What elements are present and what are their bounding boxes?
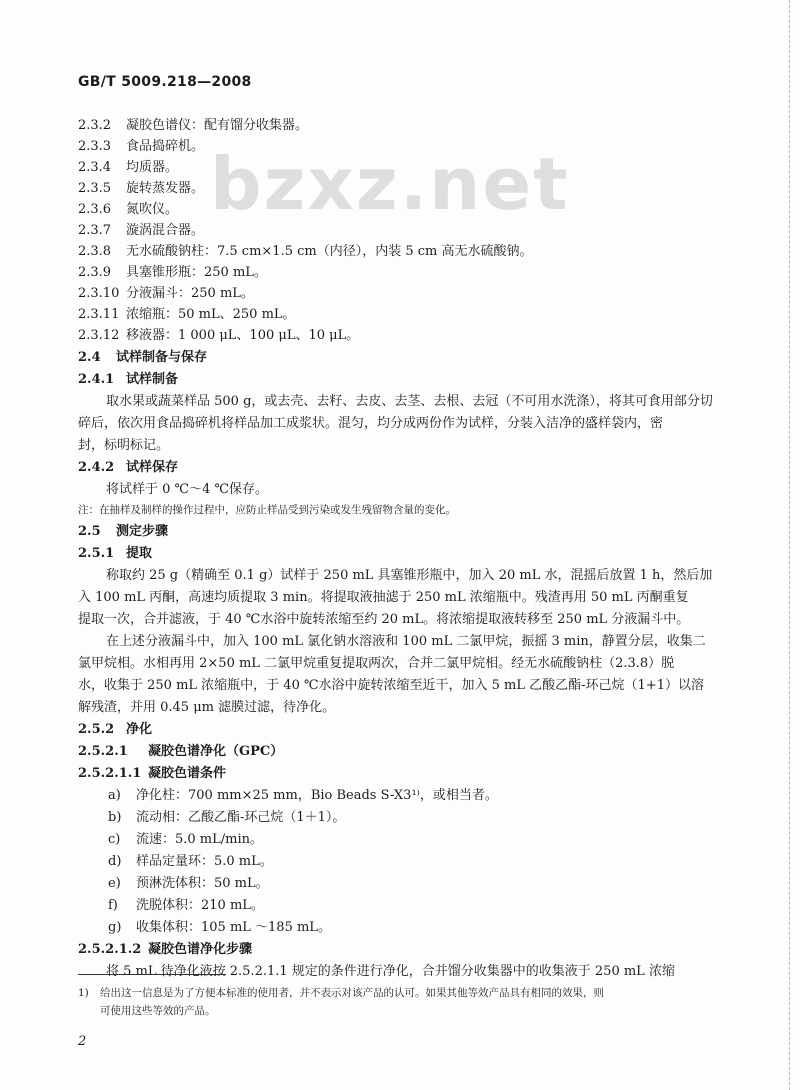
footnote-mark: 1) <box>78 987 89 999</box>
paragraph-line: 称取约 25 g（精确至 0.1 g）试样于 250 mL 具塞锥形瓶中，加入 20 mL 水，混摇后放置 1 h，然后加 <box>106 568 713 583</box>
paragraph-line: 将 5 mL 待净化液按 2.5.2.1.1 规定的条件进行净化，合并馏分收集器中的收集液于 250 mL 浓缩 <box>106 964 675 979</box>
footnote-line: 可使用这些等效的产品。 <box>100 1005 216 1017</box>
list-item: e) 预淋洗体积：50 mL。 <box>108 876 269 891</box>
clause-line: 2.3.5 旋转蒸发器。 <box>78 181 205 196</box>
clause-line: 2.3.7 漩涡混合器。 <box>78 223 205 238</box>
subsection-heading: 2.4.2 试样保存 <box>78 460 179 475</box>
paragraph-line: 取水果或蔬菜样品 500 g，或去壳、去籽、去皮、去茎、去根、去冠（不可用水洗涤），将其可食用部分切 <box>106 394 713 409</box>
clause-line: 2.3.11 浓缩瓶：50 mL、250 mL。 <box>78 307 296 322</box>
subsection-heading: 2.4.1 试样制备 <box>78 372 179 387</box>
subsection-heading: 2.5.2.1.2 凝胶色谱净化步骤 <box>78 942 253 957</box>
clause-line: 2.3.4 均质器。 <box>78 160 179 175</box>
list-item: c) 流速：5.0 mL/min。 <box>108 832 264 847</box>
list-item: a) 净化柱：700 mm×25 mm，Bio Beads S-X3¹⁾，或相当者。 <box>108 788 498 803</box>
clause-line: 2.3.10 分液漏斗：250 mL。 <box>78 286 254 301</box>
standard-number: GB/T 5009.218—2008 <box>78 74 252 90</box>
clause-line: 2.3.2 凝胶色谱仪：配有馏分收集器。 <box>78 118 309 133</box>
section-heading: 2.5 测定步骤 <box>78 524 169 539</box>
paragraph-line: 封，标明标记。 <box>78 438 170 453</box>
footnote-rule <box>78 974 226 975</box>
paragraph-line: 提取一次，合并滤液，于 40 ℃水浴中旋转浓缩至约 20 mL。将浓缩提取液转移至 250 mL 分液漏斗中。 <box>78 612 690 627</box>
subsection-heading: 2.5.2.1 凝胶色谱净化（GPC） <box>78 744 284 759</box>
paragraph-line: 解残渣，并用 0.45 μm 滤膜过滤，待净化。 <box>78 700 336 715</box>
paragraph-line: 碎后，依次用食品捣碎机将样品加工成浆状。混匀，均分成两份作为试样，分装入洁净的盛样袋内，密 <box>78 416 664 431</box>
clause-line: 2.3.9 具塞锥形瓶：250 mL。 <box>78 265 267 280</box>
section-heading: 2.4 试样制备与保存 <box>78 350 208 365</box>
footnote-line: 给出这一信息是为了方便本标准的使用者，并不表示对该产品的认可。如果其他等效产品具有相同的效果，则 <box>100 987 604 999</box>
paragraph-line: 氯甲烷相。水相再用 2×50 mL 二氯甲烷重复提取两次，合并二氯甲烷相。经无水硫酸钠柱（2.3.8）脱 <box>78 656 675 671</box>
subsection-heading: 2.5.2 净化 <box>78 722 153 737</box>
list-item: g) 收集体积：105 mL ～185 mL。 <box>108 920 331 935</box>
paragraph-line: 将试样于 0 ℃～4 ℃保存。 <box>106 482 269 497</box>
clause-line: 2.3.6 氮吹仪。 <box>78 202 179 217</box>
paragraph-line: 在上述分液漏斗中，加入 100 mL 氯化钠水溶液和 100 mL 二氯甲烷，振摇 3 min，静置分层，收集二 <box>106 634 706 649</box>
clause-line: 2.3.12 移液器：1 000 μL、100 μL、10 μL。 <box>78 328 360 343</box>
watermark: bzxz.net <box>210 142 570 226</box>
clause-line: 2.3.3 食品捣碎机。 <box>78 139 205 154</box>
subsection-heading: 2.5.1 提取 <box>78 546 153 561</box>
subsection-heading: 2.5.2.1.1 凝胶色谱条件 <box>78 766 227 781</box>
paragraph-line: 入 100 mL 丙酮，高速均质提取 3 min。将提取液抽滤于 250 mL 浓缩瓶中。残渣再用 50 mL 丙酮重复 <box>78 590 689 605</box>
scan-edge-line <box>789 0 790 1090</box>
list-item: d) 样品定量环：5.0 mL。 <box>108 854 273 869</box>
list-item: b) 流动相：乙酸乙酯-环己烷（1＋1）。 <box>108 810 346 825</box>
page-number: 2 <box>78 1034 87 1049</box>
paragraph-line: 水，收集于 250 mL 浓缩瓶中，于 40 ℃水浴中旋转浓缩至近干，加入 5 mL 乙酸乙酯-环己烷（1+1）以溶 <box>78 678 704 693</box>
clause-line: 2.3.8 无水硫酸钠柱：7.5 cm×1.5 cm（内径），内装 5 cm 高无水硫酸钠。 <box>78 244 533 259</box>
note-line: 注：在抽样及制样的操作过程中，应防止样品受到污染或发生残留物含量的变化。 <box>78 504 456 516</box>
list-item: f) 洗脱体积：210 mL。 <box>108 898 264 913</box>
